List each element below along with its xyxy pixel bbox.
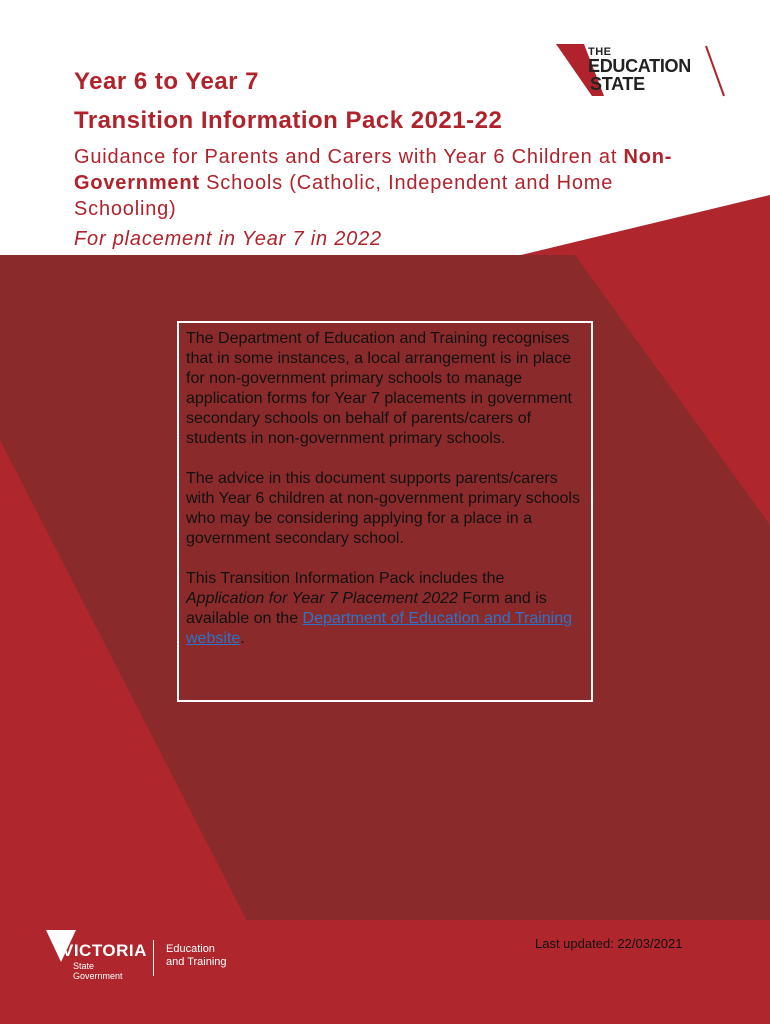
para3-form-title: Application for Year 7 Placement 2022 — [186, 590, 458, 607]
title-year6-to-year7: Year 6 to Year 7 — [74, 68, 260, 95]
info-paragraph-3 — [186, 569, 584, 649]
dept-line-1: Education — [166, 943, 215, 955]
logo-state-text: STATE — [590, 74, 645, 94]
department-name — [166, 943, 227, 969]
subtitle-part1: Guidance for Parents and Carers with Year 6 Children at — [74, 146, 624, 168]
para3-end: . — [240, 630, 245, 647]
info-paragraph-2: The advice in this document supports parents/carers with Year 6 children at non-government primary schools who may be considering applying for a place in a government secondary school. — [186, 470, 580, 547]
logo-divider — [153, 940, 154, 976]
subtitle-guidance — [74, 144, 714, 222]
subtitle-bold: Non-Government — [74, 146, 673, 194]
state-line-2: Government — [73, 971, 123, 981]
education-state-logo — [556, 44, 726, 100]
logo-education-text: EDUCATION — [588, 56, 691, 76]
para3-start: This Transition Information Pack includes the — [186, 570, 505, 587]
victoria-wordmark: VICTORIA — [62, 941, 147, 960]
subtitle-part2: Schools (Catholic, Independent and Home Schooling) — [74, 172, 614, 220]
last-updated-date: Last updated: 22/03/2021 — [535, 936, 683, 951]
placement-line: For placement in Year 7 in 2022 — [74, 228, 382, 250]
state-government-text — [73, 961, 123, 981]
logo-the-text: THE — [588, 46, 612, 58]
department-website-link[interactable]: Department of Education and Training website — [186, 610, 573, 647]
title-transition-pack: Transition Information Pack 2021-22 — [74, 107, 503, 134]
dept-line-2: and Training — [166, 956, 227, 968]
info-paragraph-1: The Department of Education and Training recognises that in some instances, a local arrangement is in place for non-government primary schools to manage application forms for Year 7 placements in government secondary schools on behalf of parents/carers of students in non-government primary schools. — [186, 330, 572, 447]
victoria-government-logo — [46, 928, 246, 988]
state-line-1: State — [73, 961, 95, 971]
para3-mid: Form and is available on the — [186, 590, 547, 627]
info-box — [177, 321, 593, 702]
